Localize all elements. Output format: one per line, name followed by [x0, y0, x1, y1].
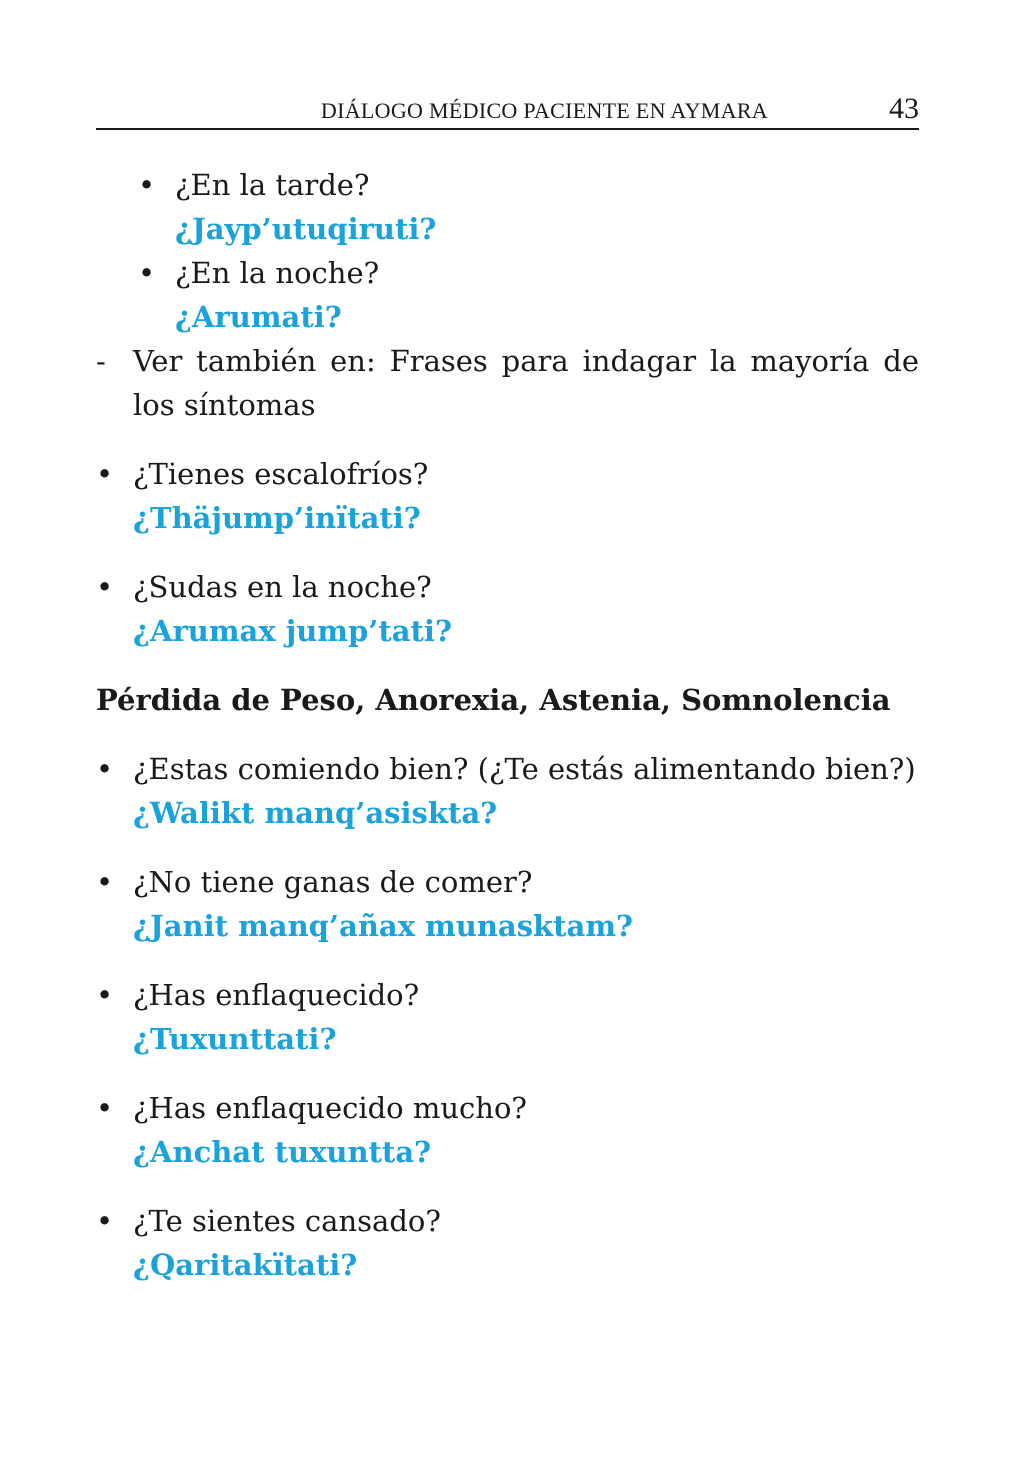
aymara-translation: ¿Walikt manq’asiskta? — [133, 796, 498, 830]
aymara-translation: ¿Thäjump’inïtati? — [133, 501, 421, 535]
running-title: DIÁLOGO MÉDICO PACIENTE EN AYMARA — [320, 98, 768, 123]
bullet-icon: • — [138, 168, 156, 202]
sub-question-list — [96, 163, 919, 339]
bullet-icon: • — [96, 752, 114, 786]
spanish-question: ¿Has enflaquecido? — [133, 978, 420, 1012]
spanish-question: ¿Te sientes cansado? — [133, 1204, 441, 1238]
see-also-note — [96, 339, 919, 427]
bullet-icon: • — [138, 256, 156, 290]
list-item — [96, 747, 919, 835]
aymara-translation: ¿Arumax jump’tati? — [133, 614, 452, 648]
spanish-question: ¿Tienes escalofríos? — [133, 457, 429, 491]
page-number: 43 — [889, 92, 919, 125]
page-header — [96, 92, 919, 130]
spanish-question: ¿En la tarde? — [175, 168, 370, 202]
spanish-question: ¿Estas comiendo bien? (¿Te estás alimentando bien?) — [133, 752, 916, 786]
spanish-question: ¿En la noche? — [175, 256, 380, 290]
dash-icon: - — [96, 344, 106, 378]
section-heading: Pérdida de Peso, Anorexia, Astenia, Somnolencia — [96, 683, 891, 717]
aymara-translation: ¿Qaritakïtati? — [133, 1248, 358, 1282]
aymara-translation: ¿Janit manq’añax munasktam? — [133, 909, 634, 943]
list-item — [138, 251, 919, 339]
list-item — [96, 860, 919, 948]
bullet-icon: • — [96, 978, 114, 1012]
aymara-translation: ¿Tuxunttati? — [133, 1022, 337, 1056]
spanish-question: ¿No tiene ganas de comer? — [133, 865, 533, 899]
list-item — [96, 565, 919, 653]
aymara-translation: ¿Arumati? — [175, 300, 342, 334]
bullet-icon: • — [96, 865, 114, 899]
bullet-icon: • — [96, 570, 114, 604]
list-item — [138, 163, 919, 251]
list-item — [96, 973, 919, 1061]
see-also-text: Ver también en: Frases para indagar la mayoría de los síntomas — [133, 344, 919, 422]
list-item — [96, 452, 919, 540]
spanish-question: ¿Has enflaquecido mucho? — [133, 1091, 527, 1125]
bullet-icon: • — [96, 457, 114, 491]
bullet-icon: • — [96, 1204, 114, 1238]
bullet-icon: • — [96, 1091, 114, 1125]
page-content — [96, 163, 919, 1287]
aymara-translation: ¿Anchat tuxuntta? — [133, 1135, 432, 1169]
list-item — [96, 1199, 919, 1287]
spanish-question: ¿Sudas en la noche? — [133, 570, 432, 604]
aymara-translation: ¿Jayp’utuqiruti? — [175, 212, 437, 246]
list-item — [96, 1086, 919, 1174]
